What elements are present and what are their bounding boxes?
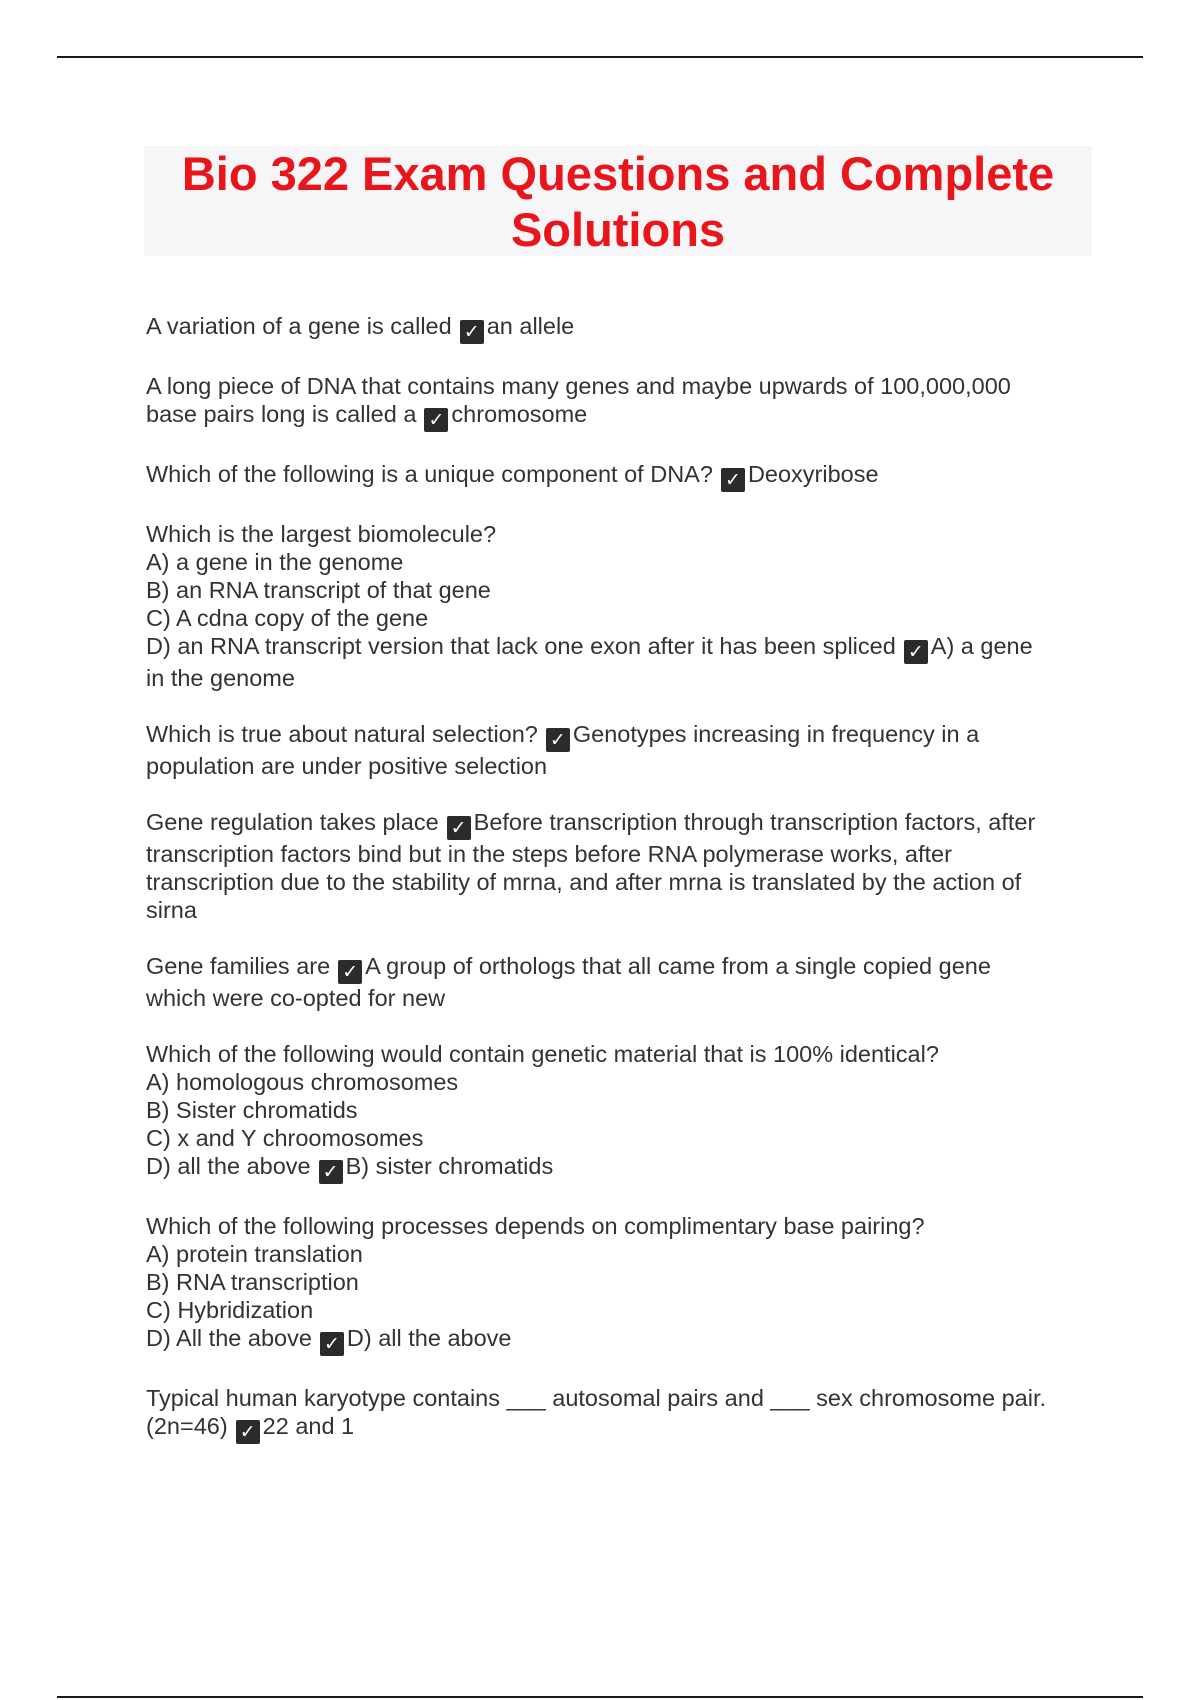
question-line	[146, 1068, 1086, 1096]
question-line	[146, 548, 1086, 576]
checkmark-box-icon: ✓	[319, 1160, 343, 1184]
question-line	[146, 1124, 1086, 1152]
checkmark-box-icon: ✓	[424, 408, 448, 432]
question-line-with-answer	[146, 1324, 1086, 1356]
checkmark-box-icon: ✓	[338, 960, 362, 984]
answer-continuation: in the genome	[146, 665, 295, 691]
question-line	[146, 372, 1086, 400]
answer-text: Genotypes increasing in frequency in a	[572, 721, 980, 747]
question-text: base pairs long is called a	[146, 401, 417, 427]
question-text: A) homologous chromosomes	[146, 1069, 459, 1095]
answer-text: chromosome	[451, 401, 588, 427]
question-text: B) an RNA transcript of that gene	[146, 577, 491, 603]
question-text: A long piece of DNA that contains many genes and maybe upwards of 100,000,000	[146, 373, 1011, 399]
question-block	[146, 808, 1086, 924]
answer-text: Before transcription through transcription factors, after	[473, 809, 1036, 835]
question-text: Gene families are	[146, 953, 331, 979]
question-line	[146, 1040, 1086, 1068]
question-line-with-answer	[146, 952, 1086, 984]
question-line-with-answer	[146, 720, 1086, 752]
question-text: C) A cdna copy of the gene	[146, 605, 429, 631]
question-line	[146, 604, 1086, 632]
question-block	[146, 372, 1086, 432]
checkmark-box-icon: ✓	[721, 468, 745, 492]
question-text: C) Hybridization	[146, 1297, 314, 1323]
question-line-with-answer	[146, 1412, 1086, 1444]
question-block	[146, 1212, 1086, 1356]
bottom-rule	[57, 1696, 1143, 1698]
answer-text: Deoxyribose	[747, 461, 879, 487]
document-title-line-2: Solutions	[510, 203, 726, 256]
checkmark-box-icon: ✓	[236, 1420, 260, 1444]
question-line	[146, 1240, 1086, 1268]
document-title-line-1: Bio 322 Exam Questions and Complete	[181, 147, 1055, 200]
question-text: C) x and Y chroomosomes	[146, 1125, 424, 1151]
answer-text: an allele	[486, 313, 575, 339]
checkmark-box-icon: ✓	[546, 728, 570, 752]
question-text: Which of the following would contain genetic material that is 100% identical?	[146, 1041, 939, 1067]
question-line	[146, 1384, 1086, 1412]
question-block	[146, 312, 1086, 344]
answer-text: 22 and 1	[262, 1413, 355, 1439]
question-block	[146, 520, 1086, 692]
question-line	[146, 1296, 1086, 1324]
question-line	[146, 1212, 1086, 1240]
question-line	[146, 520, 1086, 548]
question-block	[146, 952, 1086, 1012]
question-text: D) all the above	[146, 1153, 311, 1179]
question-text: Which is true about natural selection?	[146, 721, 538, 747]
answer-text: A group of orthologs that all came from a single copied gene	[365, 953, 991, 979]
answer-text: B) sister chromatids	[345, 1153, 554, 1179]
top-rule	[57, 56, 1143, 58]
checkmark-box-icon: ✓	[904, 640, 928, 664]
question-line-with-answer	[146, 808, 1086, 840]
question-text: Which of the following processes depends on complimentary base pairing?	[146, 1213, 925, 1239]
question-text: B) Sister chromatids	[146, 1097, 358, 1123]
checkmark-box-icon: ✓	[460, 320, 484, 344]
question-text: D) an RNA transcript version that lack one exon after it has been spliced	[146, 633, 896, 659]
question-line-with-answer	[146, 460, 1086, 492]
question-text: A variation of a gene is called	[146, 313, 452, 339]
title-banner	[144, 146, 1092, 256]
question-line-with-answer	[146, 632, 1086, 664]
question-text: Gene regulation takes place	[146, 809, 439, 835]
question-text: Which is the largest biomolecule?	[146, 521, 497, 547]
answer-text: A) a gene	[930, 633, 1033, 659]
answer-continuation: which were co-opted for new	[146, 985, 446, 1011]
answer-text: D) all the above	[346, 1325, 512, 1351]
question-list	[146, 312, 1086, 1472]
question-line	[146, 576, 1086, 604]
question-block	[146, 460, 1086, 492]
question-text: A) protein translation	[146, 1241, 363, 1267]
answer-continuation: sirna	[146, 897, 197, 923]
checkmark-box-icon: ✓	[447, 816, 471, 840]
question-text: A) a gene in the genome	[146, 549, 404, 575]
question-text: B) RNA transcription	[146, 1269, 359, 1295]
question-line	[146, 1268, 1086, 1296]
question-line	[146, 1096, 1086, 1124]
question-text: Typical human karyotype contains ___ autosomal pairs and ___ sex chromosome pair.	[146, 1385, 1047, 1411]
question-block	[146, 1040, 1086, 1184]
answer-continuation: population are under positive selection	[146, 753, 548, 779]
question-text: Which of the following is a unique component of DNA?	[146, 461, 713, 487]
question-block	[146, 720, 1086, 780]
question-line-with-answer	[146, 312, 1086, 344]
answer-continuation: transcription factors bind but in the steps before RNA polymerase works, after	[146, 841, 952, 867]
question-line-with-answer	[146, 400, 1086, 432]
answer-continuation: transcription due to the stability of mrna, and after mrna is translated by the action of	[146, 869, 1022, 895]
checkmark-box-icon: ✓	[320, 1332, 344, 1356]
question-text: (2n=46)	[146, 1413, 228, 1439]
question-line-with-answer	[146, 1152, 1086, 1184]
question-text: D) All the above	[146, 1325, 312, 1351]
question-block	[146, 1384, 1086, 1444]
